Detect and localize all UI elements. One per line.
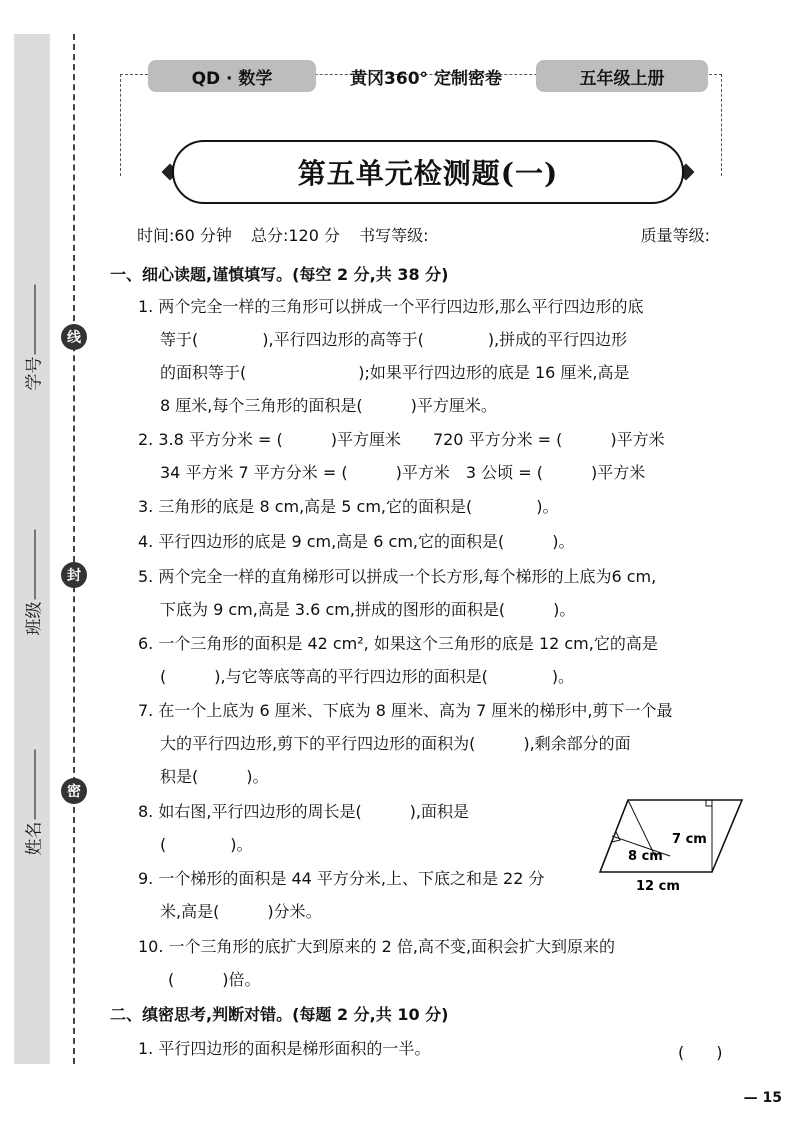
question-text: 5. 两个完全一样的直角梯形可以拼成一个长方形,每个梯形的上底为6 cm, — [138, 567, 657, 586]
question-text: ( )。 — [160, 835, 253, 854]
seal-mi: 密 — [61, 778, 87, 804]
exam-meta — [137, 223, 724, 246]
class-blank[interactable] — [34, 530, 35, 600]
series-title: 黄冈360° 定制密卷 — [350, 68, 502, 89]
question-text: 下底为 9 cm,高是 3.6 cm,拼成的图形的面积是( )。 — [160, 600, 576, 619]
label-7cm: 7 cm — [672, 832, 707, 847]
question-text: ( )倍。 — [168, 970, 261, 989]
question-5 — [138, 560, 738, 626]
student-id-blank[interactable] — [34, 285, 35, 355]
question-text: 10. 一个三角形的底扩大到原来的 2 倍,高不变,面积会扩大到原来的 — [138, 937, 616, 956]
time-info: 时间:60 分钟 — [137, 226, 232, 245]
label-12cm: 12 cm — [636, 879, 680, 894]
section-heading-1: 一、细心读题,谨慎填写。(每空 2 分,共 38 分) — [110, 265, 449, 284]
class-label: 班级 — [20, 530, 45, 636]
question-text: 的面积等于( );如果平行四边形的底是 16 厘米,高是 — [160, 363, 630, 382]
question-text: 1. 两个完全一样的三角形可以拼成一个平行四边形,那么平行四边形的底 — [138, 297, 644, 316]
question-text: ( ),与它等底等高的平行四边形的面积是( )。 — [160, 667, 575, 686]
question-text: 大的平行四边形,剪下的平行四边形的面积为( ),剩余部分的面 — [160, 734, 631, 753]
question-text: 米,高是( )分米。 — [160, 902, 322, 921]
parallelogram-figure — [598, 796, 744, 896]
page-number: — 15 — [743, 1090, 782, 1106]
question-text: 积是( )。 — [160, 767, 269, 786]
question-6 — [138, 627, 738, 693]
section-heading-2: 二、缜密思考,判断对错。(每题 2 分,共 10 分) — [110, 1005, 449, 1024]
question-text: 等于( ),平行四边形的高等于( ),拼成的平行四边形 — [160, 330, 628, 349]
question-2 — [138, 423, 738, 489]
judge-question-1: 1. 平行四边形的面积是梯形面积的一半。 — [138, 1039, 431, 1058]
score-info: 总分:120 分 — [250, 226, 340, 245]
binding-dashed-line — [73, 34, 75, 1064]
question-text: 8 厘米,每个三角形的面积是( )平方厘米。 — [160, 396, 497, 415]
header-banner — [148, 58, 708, 94]
subject-pill: QD · 数学 — [148, 60, 316, 92]
question-text: 2. 3.8 平方分米 = ( )平方厘米 720 平方分米 = ( )平方米 — [138, 430, 665, 449]
grade-pill: 五年级上册 — [536, 60, 708, 92]
question-text: 6. 一个三角形的面积是 42 cm², 如果这个三角形的底是 12 cm,它的高是 — [138, 634, 658, 653]
name-blank[interactable] — [34, 750, 35, 820]
question-9 — [138, 862, 598, 928]
question-10 — [138, 930, 738, 996]
page-title: 第五单元检测题(一) — [172, 140, 684, 204]
name-label: 姓名 — [20, 750, 45, 856]
judge-answer-blank[interactable]: ( ) — [678, 1043, 723, 1062]
quality-grade: 质量等级: — [640, 226, 711, 245]
question-text: 9. 一个梯形的面积是 44 平方分米,上、下底之和是 22 分 — [138, 869, 545, 888]
seal-xian: 线 — [61, 324, 87, 350]
student-id-label: 学号 — [20, 285, 45, 391]
right-angle-mark-top — [706, 800, 712, 806]
seal-feng: 封 — [61, 562, 87, 588]
writing-grade: 书写等级: — [359, 226, 429, 245]
question-text: 7. 在一个上底为 6 厘米、下底为 8 厘米、高为 7 厘米的梯形中,剪下一个最 — [138, 701, 673, 720]
question-text: 34 平方米 7 平方分米 = ( )平方米 3 公顷 = ( )平方米 — [160, 463, 646, 482]
question-text: 8. 如右图,平行四边形的周长是( ),面积是 — [138, 802, 470, 821]
question-1 — [138, 290, 738, 422]
question-4: 4. 平行四边形的底是 9 cm,高是 6 cm,它的面积是( )。 — [138, 532, 575, 551]
question-8 — [138, 795, 598, 861]
parallelogram-shape — [600, 800, 742, 872]
question-7 — [138, 694, 738, 793]
label-8cm: 8 cm — [628, 849, 663, 864]
question-3: 3. 三角形的底是 8 cm,高是 5 cm,它的面积是( )。 — [138, 497, 559, 516]
